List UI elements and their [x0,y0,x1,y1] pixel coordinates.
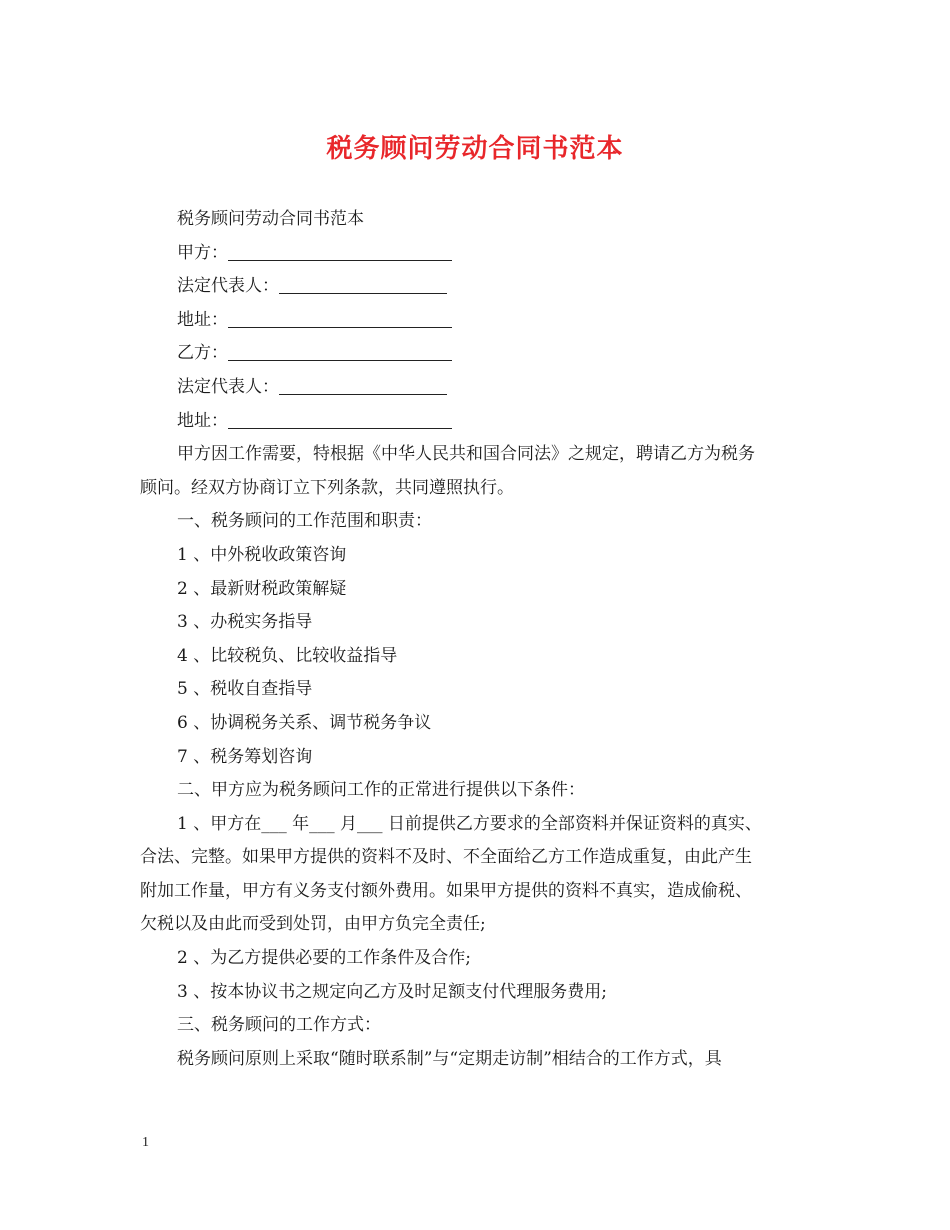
party-a-line [140,237,830,271]
party-a-rep-blank [279,273,447,294]
party-b-address-line [140,405,830,439]
party-b-address-label: 地址： [177,410,228,431]
party-b-label: 乙方： [177,343,228,364]
document-title: 税务顾问劳动合同书范本 [326,134,624,164]
section-1-heading: 一、税务顾问的工作范围和职责： [177,511,432,532]
party-a-blank [228,240,452,261]
preamble-line-1: 甲方因工作需要，特根据《中华人民共和国合同法》之规定，聘请乙方为税务 [177,444,755,465]
section-1-item: 1 、中外税收政策咨询 [177,544,347,565]
party-a-label: 甲方： [177,242,228,263]
section-1-item: 5 、税收自查指导 [177,679,313,700]
section-2-item-2: 2 、为乙方提供必要的工作条件及合作; [177,948,471,969]
party-a-rep-line [140,270,830,304]
section-2-item-1-line: 附加工作量，甲方有义务支付额外费用。如果甲方提供的资料不真实，造成偷税、 [140,880,752,901]
subtitle-line [140,203,830,237]
section-2-heading: 二、甲方应为税务顾问工作的正常进行提供以下条件： [177,780,585,801]
party-b-rep-line [140,371,830,405]
section-1-item: 7 、税务筹划咨询 [177,746,313,767]
party-a-address-label: 地址： [177,309,228,330]
section-2-item-1-line: 1 、甲方在___ 年___ 月___ 日前提供乙方要求的全部资料并保证资料的真实、 [177,813,762,834]
section-1-item: 2 、最新财税政策解疑 [177,578,347,599]
party-b-line [140,337,830,371]
section-3-heading: 三、税务顾问的工作方式： [177,1015,381,1036]
party-b-address-blank [228,408,452,429]
section-2-item-1-line: 合法、完整。如果甲方提供的资料不及时、不全面给乙方工作造成重复，由此产生 [140,847,752,868]
party-b-blank [228,340,452,361]
section-1-item: 6 、协调税务关系、调节税务争议 [177,712,432,733]
party-b-rep-blank [279,374,447,395]
section-2-item-3: 3 、按本协议书之规定向乙方及时足额支付代理服务费用; [177,981,607,1002]
subtitle: 税务顾问劳动合同书范本 [177,209,364,229]
party-b-rep-label: 法定代表人： [177,376,279,397]
section-3-line-1: 税务顾问原则上采取“随时联系制”与“定期走访制”相结合的工作方式，具 [177,1048,722,1069]
document-body [140,203,830,1076]
preamble-line-2: 顾问。经双方协商订立下列条款，共同遵照执行。 [140,477,514,498]
section-2-item-1-line: 欠税以及由此而受到处罚，由甲方负完全责任; [140,914,486,935]
party-a-address-blank [228,307,452,328]
section-1-item: 4 、比较税负、比较收益指导 [177,645,398,666]
party-a-rep-label: 法定代表人： [177,276,279,297]
page-number: 1 [142,1135,149,1150]
party-a-address-line [140,304,830,338]
section-1-item: 3 、办税实务指导 [177,612,313,633]
